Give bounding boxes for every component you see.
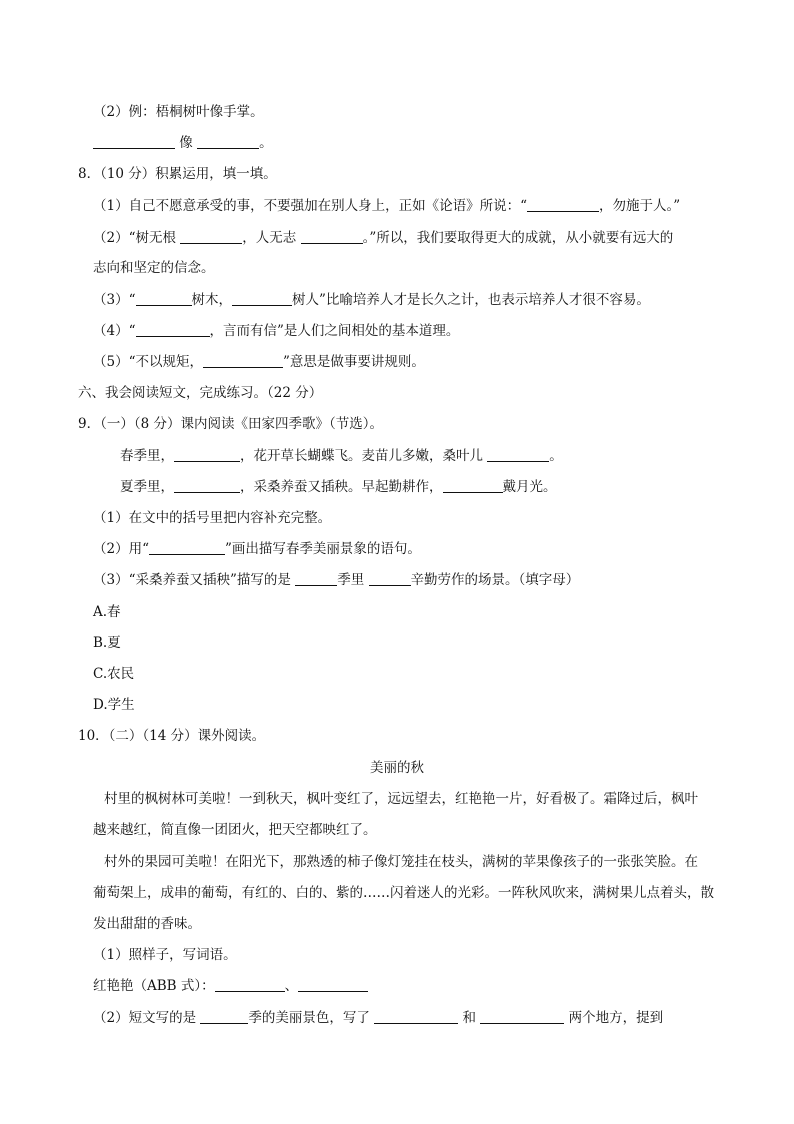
option-a[interactable]: A.春 <box>93 604 121 620</box>
blank[interactable] <box>149 540 225 555</box>
blank[interactable] <box>527 197 599 212</box>
passage-paragraph-1: 村里的枫树林可美啦！一到秋天，枫叶变红了，远远望去，红艳艳一片，好看极了。霜降过后，枫叶 <box>104 791 698 807</box>
q10-item-1: （1）照样子，写词语。 <box>93 947 237 963</box>
abb-word-line: 红艳艳（ABB 式）： 、 <box>93 976 368 996</box>
question-9-heading: 9．（一）（8 分）课内阅读《田家四季歌》（节选）。 <box>78 416 383 432</box>
question-8-heading: 8．（10 分）积累运用，填一填。 <box>78 166 277 182</box>
blank[interactable] <box>136 291 192 306</box>
option-d[interactable]: D.学生 <box>93 697 135 713</box>
blank[interactable] <box>301 229 363 244</box>
option-c[interactable]: C.农民 <box>93 666 135 682</box>
blank[interactable] <box>480 1009 564 1024</box>
blank[interactable] <box>174 478 240 493</box>
q8-item-2-continued: 志向和坚定的信念。 <box>93 260 215 276</box>
answer-line-simile: 像 。 <box>93 133 273 153</box>
passage-paragraph-2-end: 发出甜甜的香味。 <box>93 916 201 932</box>
sub-question-2-example: （2）例：梧桐树叶像手掌。 <box>93 104 264 120</box>
blank[interactable] <box>215 977 285 992</box>
blank[interactable] <box>174 447 240 462</box>
blank[interactable] <box>93 134 175 149</box>
passage-paragraph-2: 村外的果园可美啦！在阳光下，那熟透的柿子像灯笼挂在枝头，满树的苹果像孩子的一张张笑脸。在 <box>104 854 698 870</box>
blank[interactable] <box>298 977 368 992</box>
section-6-heading: 六、我会阅读短文，完成练习。（22 分） <box>78 385 323 401</box>
q8-item-5: （5）“不以规矩， ”意思是做事要讲规则。 <box>93 354 425 370</box>
blank[interactable] <box>369 571 411 586</box>
q9-item-3: （3）“采桑养蚕又插秧”描写的是 季里 辛勤劳作的场景。（填字母） <box>93 572 580 588</box>
q9-item-2: （2）用“ ”画出描写春季美丽景象的语句。 <box>93 541 421 557</box>
blank[interactable] <box>200 1009 248 1024</box>
blank[interactable] <box>487 447 549 462</box>
blank[interactable] <box>232 291 292 306</box>
passage-paragraph-2-continued: 葡萄架上，成串的葡萄，有红的、白的、紫的……闪着迷人的光彩。一阵秋风吹来，满树果儿点着头，散 <box>93 885 714 901</box>
blank[interactable] <box>295 571 337 586</box>
question-10-heading: 10．（二）（14 分）课外阅读。 <box>78 728 266 744</box>
blank[interactable] <box>197 134 259 149</box>
poem-line-summer: 夏季里， ，采桑养蚕又插秧。早起勤耕作， 戴月光。 <box>120 479 557 495</box>
option-b[interactable]: B.夏 <box>93 635 121 651</box>
q8-item-3: （3）“ 树木， 树人”比喻培养人才是长久之计，也表示培养人才很不容易。 <box>93 292 650 308</box>
q10-item-2: （2）短文写的是 季的美丽景色，写了 和 两个地方，提到 <box>93 1010 664 1026</box>
q8-item-2: （2）“树无根 ，人无志 。”所以，我们要取得更大的成就，从小就要有远大的 <box>93 230 674 246</box>
q8-item-4: （4）“ ，言而有信”是人们之间相处的基本道理。 <box>93 323 460 339</box>
blank[interactable] <box>180 229 242 244</box>
q9-item-1: （1）在文中的括号里把内容补充完整。 <box>93 510 332 526</box>
blank[interactable] <box>136 322 210 337</box>
q8-item-1: （1）自己不愿意承受的事，不要强加在别人身上，正如《论语》所说：“ ，勿施于人。” <box>93 198 681 214</box>
poem-line-spring: 春季里， ，花开草长蝴蝶飞。麦苗儿多嫩，桑叶儿 。 <box>120 448 563 464</box>
blank[interactable] <box>374 1009 458 1024</box>
blank[interactable] <box>203 353 283 368</box>
passage-title: 美丽的秋 <box>370 760 424 776</box>
blank[interactable] <box>443 478 503 493</box>
passage-paragraph-1-continued: 越来越红，简直像一团团火，把天空都映红了。 <box>93 822 377 838</box>
